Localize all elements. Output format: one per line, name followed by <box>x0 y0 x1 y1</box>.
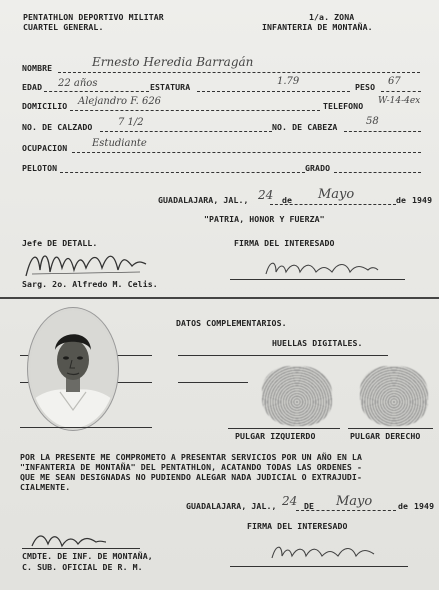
zone-line-1: 1/a. ZONA <box>309 12 355 22</box>
date1-month: Mayo <box>318 187 355 202</box>
firma-label-2: FIRMA DEL INTERESADO <box>247 521 348 531</box>
motto: "PATRIA, HONOR Y FUERZA" <box>204 214 325 224</box>
firma-line-2 <box>230 566 408 567</box>
jefe-label: Jefe DE DETALL. <box>22 238 98 248</box>
comandante-line-2: C. SUB. OFICIAL DE R. M. <box>22 562 143 572</box>
peloton-line <box>60 172 305 173</box>
calzado-value: 7 1/2 <box>118 117 144 128</box>
ocupacion-line <box>72 152 421 153</box>
domicilio-label: DOMICILIO <box>22 101 68 111</box>
right-line-2 <box>178 382 248 383</box>
nombre-line <box>58 72 420 73</box>
org-line-1: PENTATHLON DEPORTIVO MILITAR <box>23 12 164 22</box>
firma-label-1: FIRMA DEL INTERESADO <box>234 238 335 248</box>
domicilio-line <box>70 110 320 111</box>
telefono-label: TELEFONO <box>323 101 364 111</box>
date1-day: 24 <box>258 188 274 202</box>
grado-label: GRADO <box>305 163 331 173</box>
cabeza-line <box>344 131 421 132</box>
ocupacion-label: OCUPACION <box>22 143 68 153</box>
peso-label: PESO <box>355 82 376 92</box>
section-divider <box>0 297 439 299</box>
calzado-line <box>100 131 272 132</box>
date1-line <box>270 204 396 205</box>
edad-label: EDAD <box>22 82 43 92</box>
estatura-line <box>197 91 350 92</box>
estatura-label: ESTATURA <box>150 82 191 92</box>
huellas-label: HUELLAS DIGITALES. <box>272 338 363 348</box>
comandante-line <box>22 548 140 549</box>
cabeza-value: 58 <box>366 116 379 127</box>
telefono-value: W-14-4ex <box>378 96 421 106</box>
sargento-name: Sarg. 2o. Alfredo M. Celis. <box>22 279 158 289</box>
edad-line <box>44 91 149 92</box>
datos-label: DATOS COMPLEMENTARIOS. <box>176 318 287 328</box>
date2-day: 24 <box>282 494 298 508</box>
pulgar-der-line <box>348 428 433 429</box>
domicilio-value: Alejandro F. 626 <box>78 96 162 107</box>
ocupacion-value: Estudiante <box>92 138 147 149</box>
portrait-photo <box>30 310 116 428</box>
left-thumbprint <box>262 366 332 426</box>
statement-line-4: CIALMENTE. <box>20 482 71 492</box>
peloton-label: PELOTON <box>22 163 58 173</box>
nombre-value: Ernesto Heredia Barragán <box>92 55 254 69</box>
right-line-1 <box>178 355 388 356</box>
org-line-2: CUARTEL GENERAL. <box>23 22 104 32</box>
statement-line-1: POR LA PRESENTE ME COMPROMETO A PRESENTAR SERVICIOS POR UN AÑO EN LA <box>20 452 362 462</box>
grado-line <box>334 172 421 173</box>
pulgar-izquierdo-label: PULGAR IZQUIERDO <box>235 431 316 441</box>
date2-de1: DE <box>304 501 315 511</box>
pulgar-izq-line <box>228 428 340 429</box>
date1-place: GUADALAJARA, JAL., <box>158 195 249 205</box>
date2-line <box>296 510 396 511</box>
comandante-line-1: CMDTE. DE INF. DE MONTAÑA, <box>22 551 153 561</box>
date2-de2: de <box>398 501 409 511</box>
date2-place: GUADALAJARA, JAL., <box>186 501 277 511</box>
date2-month: Mayo <box>336 494 373 509</box>
peso-line <box>381 91 421 92</box>
calzado-label: NO. DE CALZADO <box>22 122 93 132</box>
pulgar-derecho-label: PULGAR DERECHO <box>350 431 421 441</box>
peso-value: 67 <box>388 76 401 87</box>
right-thumbprint <box>360 366 428 426</box>
date1-de2: de <box>396 195 407 205</box>
interesado-signature-2 <box>268 540 378 564</box>
left-line-3 <box>20 427 152 428</box>
interesado-signature-1 <box>262 256 382 280</box>
nombre-label: NOMBRE <box>22 63 53 73</box>
jefe-signature <box>22 246 152 282</box>
estatura-value: 1.79 <box>277 76 300 87</box>
statement-line-3: QUE ME SEAN DESIGNADAS NO PUDIENDO ALEGAR NADA JUDICIAL O EXTRAJUDI- <box>20 472 362 482</box>
date1-year: 1949 <box>412 195 433 205</box>
cabeza-label: NO. DE CABEZA <box>272 122 338 132</box>
date2-year: 1949 <box>414 501 435 511</box>
zone-line-2: INFANTERIA DE MONTAÑA. <box>262 22 373 32</box>
date1-de1: de <box>282 195 293 205</box>
edad-value: 22 años <box>58 78 98 89</box>
statement-line-2: "INFANTERIA DE MONTAÑA" DEL PENTATHLON, ACATANDO TODAS LAS ORDENES - <box>20 462 362 472</box>
